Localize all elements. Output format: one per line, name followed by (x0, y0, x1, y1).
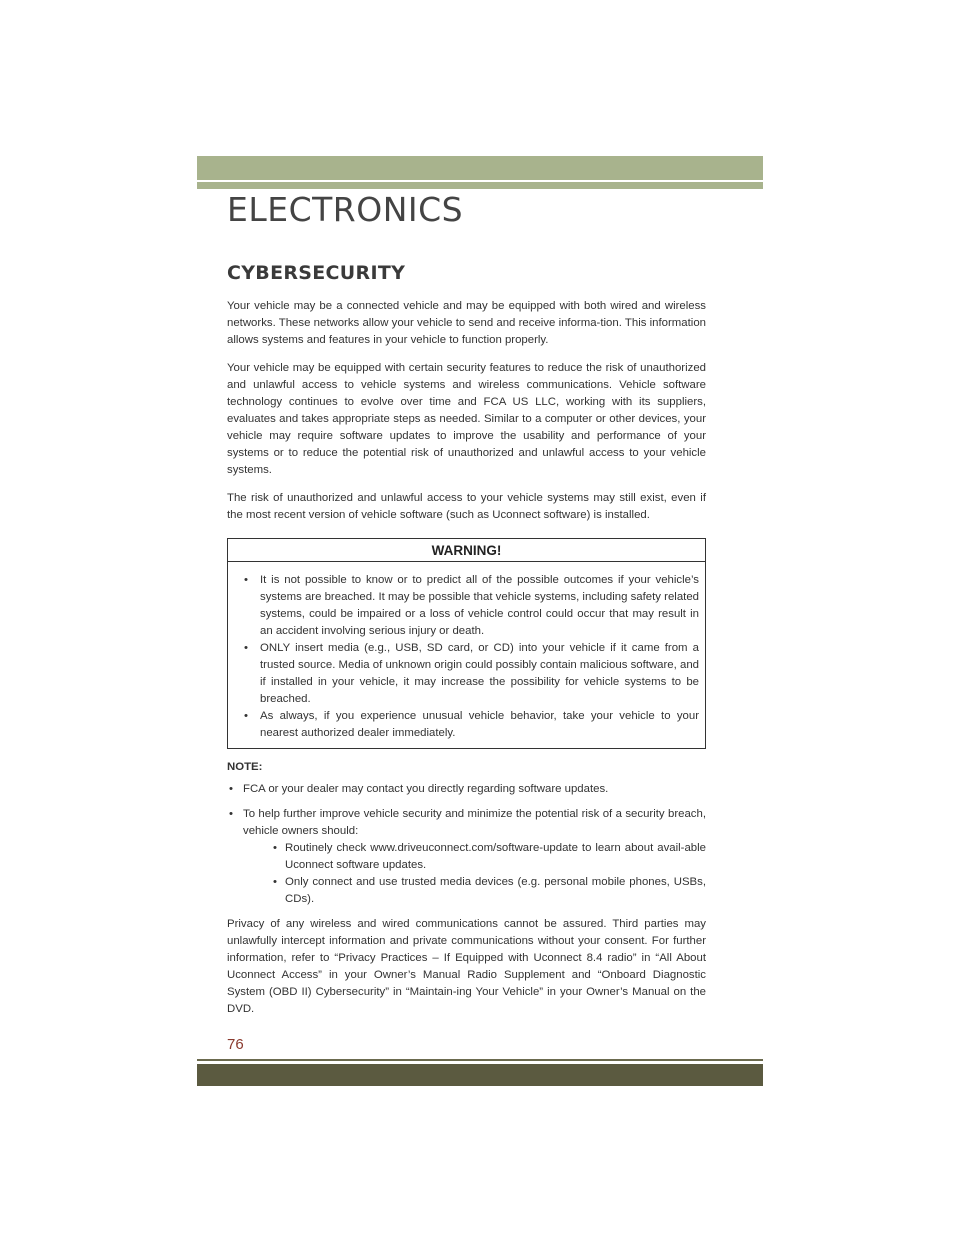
page-number: 76 (227, 1036, 244, 1053)
warning-item: • ONLY insert media (e.g., USB, SD card, or CD) into your vehicle if it came from a trusted source. Media of unknown origin could possibly contain malicious software, and if installed in your vehicle, it may increase the possibility for vehicle systems to be breached. (234, 640, 699, 708)
note-item-text: To help further improve vehicle security and minimize the potential risk of a security breach, vehicle owners should: (243, 808, 706, 837)
note-item (227, 806, 706, 908)
warning-title: WARNING! (228, 539, 705, 562)
warning-item: • It is not possible to know or to predict all of the possible outcomes if your vehicle’s systems are breached. It may be possible that vehicle systems, including safety related systems, could be impaired or a loss of vehicle control could occur that may result in an accident involving serious injury or death. (234, 572, 699, 640)
warning-list (234, 572, 699, 742)
section-title: ELECTRONICS (227, 190, 464, 229)
note-sublist (243, 840, 706, 908)
content (227, 262, 706, 1029)
paragraph-3: The risk of unauthorized and unlawful access to your vehicle systems may still exist, even if the most recent version of vehicle software (such as Uconnect software) is installed. (227, 492, 706, 521)
warning-box (227, 538, 706, 749)
note-item (227, 781, 706, 798)
note-list (227, 781, 706, 908)
note-subitem: • Routinely check www.driveuconnect.com/software-update to learn about avail-able Uconnect software updates. (243, 840, 706, 874)
paragraph-2: Your vehicle may be equipped with certain security features to reduce the risk of unauthorized and unlawful access to vehicle systems and wireless communications. Vehicle software technology continues to evolve over time and FCA US LLC, working with its suppliers, evaluates and takes appropriate steps as needed. Similar to a computer or other devices, your vehicle may require software updates to improve the usability and performance of your systems or to reduce the potential risk of unauthorized and unlawful access to your vehicle systems. (227, 362, 706, 476)
closing-paragraph: Privacy of any wireless and wired communications cannot be assured. Third parties may unlawfully intercept information and private communications without your consent. For further information, refer to “Privacy Practices – If Equipped with Uconnect 8.4 radio” in “All About Uconnect Access” in your Owner’s Manual Radio Supplement and “Onboard Diagnostic System (OBD II) Cybersecurity” in “Maintain-ing Your Vehicle” in your Owner’s Manual on the DVD. (227, 918, 706, 1015)
paragraph-1: Your vehicle may be a connected vehicle and may be equipped with both wired and wireless networks. These networks allow your vehicle to send and receive informa-tion. This information allows systems and features in your vehicle to function properly. (227, 300, 706, 346)
note-item-text: FCA or your dealer may contact you directly regarding software updates. (243, 783, 609, 795)
footer-bar (197, 1064, 763, 1086)
note-subitem: • Only connect and use trusted media devices (e.g. personal mobile phones, USBs, CDs). (243, 874, 706, 908)
header-bar (197, 156, 763, 180)
note-label: NOTE: (227, 761, 263, 773)
footer-line (197, 1059, 763, 1061)
header-bar-thin (197, 182, 763, 189)
page-title: CYBERSECURITY (227, 262, 406, 284)
warning-item: • As always, if you experience unusual vehicle behavior, take your vehicle to your nearest authorized dealer immediately. (234, 708, 699, 742)
